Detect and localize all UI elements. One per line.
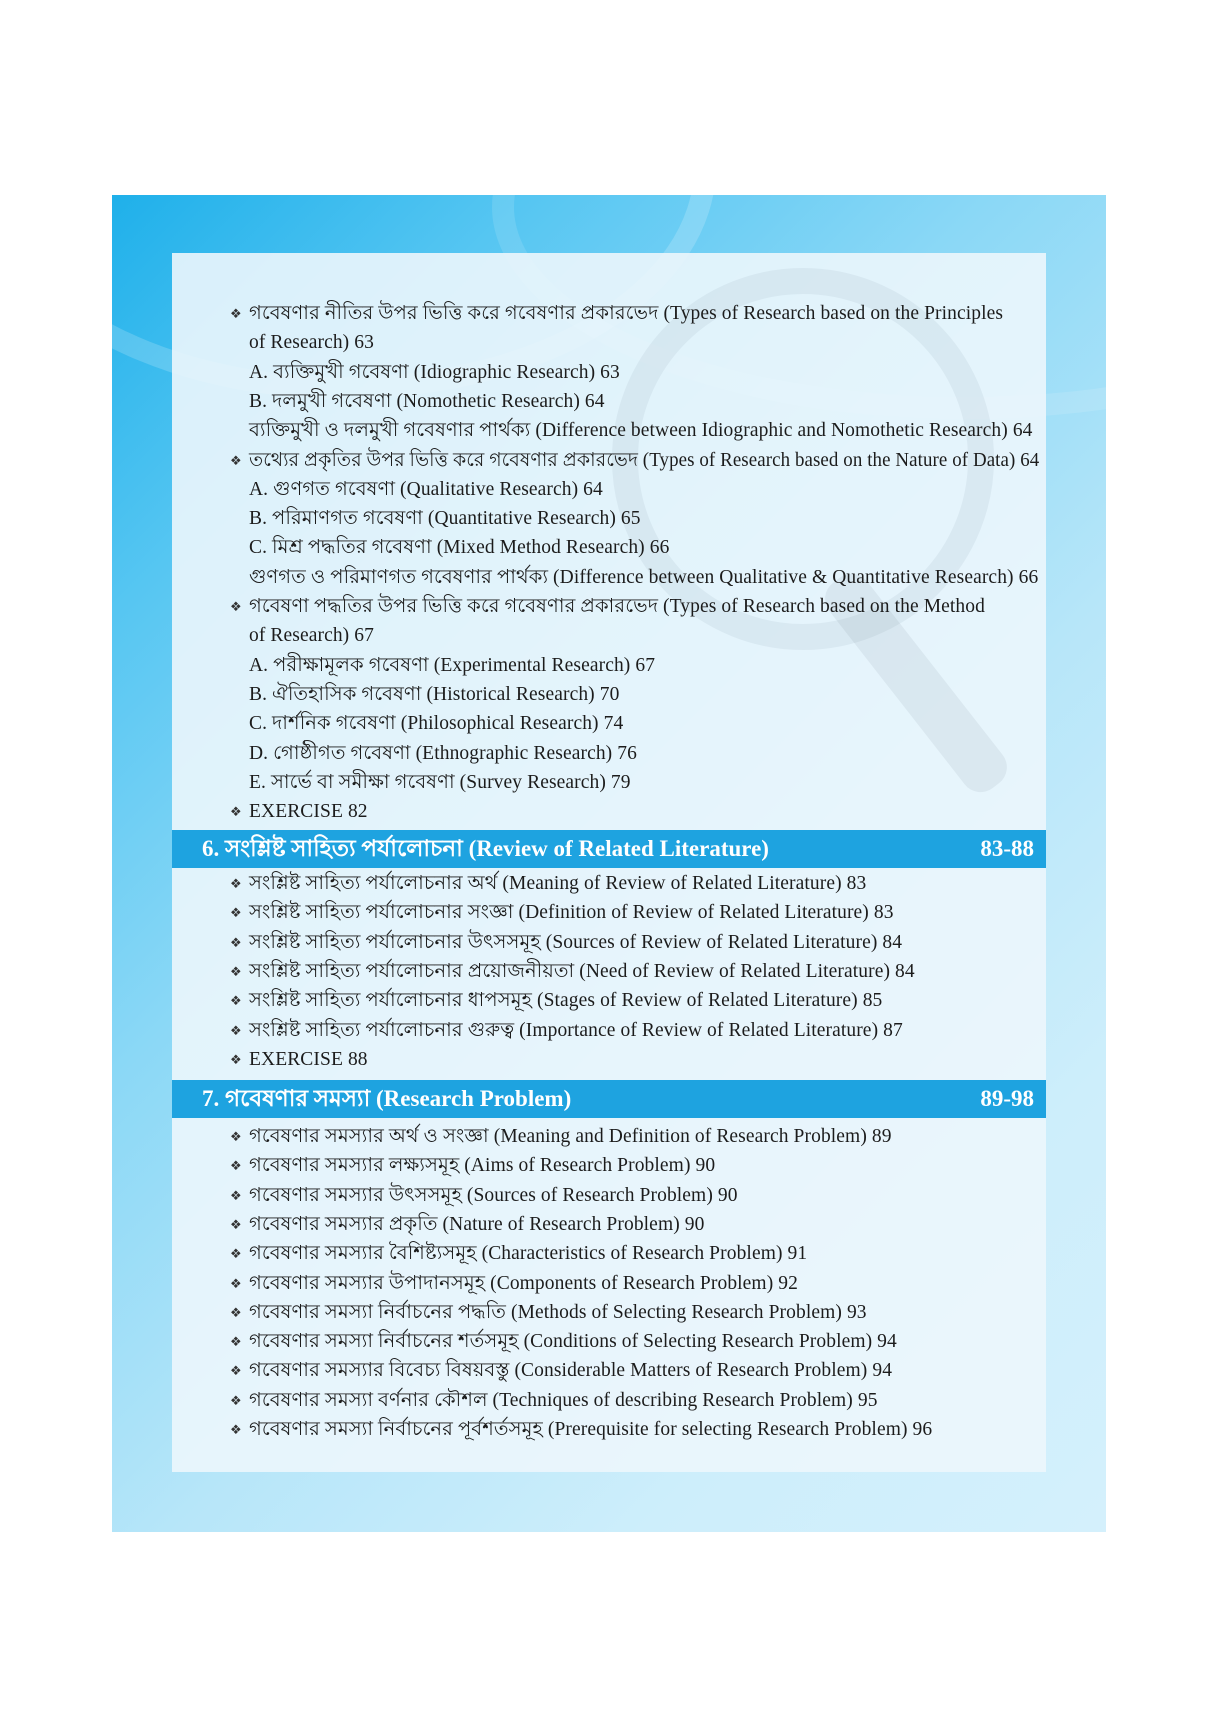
bullet-icon: ❖ bbox=[230, 905, 242, 921]
toc-entry[interactable]: তথ্যের প্রকৃতির উপর ভিত্তি করে গবেষণার প্রকারভেদ (Types of Research based on the Nature of Data) 64 bbox=[249, 449, 1040, 471]
chapter-header-6[interactable] bbox=[172, 830, 1046, 868]
bullet-icon: ❖ bbox=[230, 306, 242, 321]
toc-entry[interactable]: A. গুণগত গবেষণা (Qualitative Research) 64 bbox=[249, 478, 603, 500]
toc-entry[interactable]: গবেষণার সমস্যার বৈশিষ্ট্যসমূহ (Characteristics of Research Problem) 91 bbox=[249, 1243, 808, 1265]
toc-entry[interactable]: গবেষণার সমস্যা নির্বাচনের পূর্বশর্তসমূহ (Prerequisite for selecting Research Problem) 96 bbox=[249, 1419, 933, 1440]
toc-entry[interactable]: A. ব্যক্তিমুখী গবেষণা (Idiographic Research) 63 bbox=[249, 361, 620, 383]
toc-entry[interactable]: গবেষণার সমস্যার প্রকৃতি (Nature of Research Problem) 90 bbox=[249, 1213, 705, 1235]
toc-entry[interactable]: EXERCISE 88 bbox=[249, 1048, 368, 1070]
toc-entry[interactable]: গবেষণার নীতির উপর ভিত্তি করে গবেষণার প্রকারভেদ (Types of Research based on the Principles bbox=[249, 303, 1004, 324]
bullet-icon: ❖ bbox=[230, 963, 242, 979]
chapter-page-range: 83-88 bbox=[980, 836, 1034, 861]
bullet-icon: ❖ bbox=[230, 876, 242, 891]
chapter-title: 7. গবেষণার সমস্যা (Research Problem) bbox=[202, 1086, 572, 1111]
toc-entry[interactable]: B. পরিমাণগত গবেষণা (Quantitative Research) 65 bbox=[249, 508, 641, 530]
toc-entry[interactable]: গবেষণার সমস্যার উৎসসমূহ (Sources of Research Problem) 90 bbox=[249, 1184, 738, 1206]
bullet-icon: ❖ bbox=[230, 1022, 242, 1038]
toc-entry[interactable]: EXERCISE 82 bbox=[249, 801, 368, 823]
toc-entry[interactable]: গবেষণার সমস্যার অর্থ ও সংজ্ঞা (Meaning and Definition of Research Problem) 89 bbox=[249, 1126, 892, 1147]
chapter-page-range: 89-98 bbox=[980, 1086, 1034, 1111]
toc-entry[interactable]: সংশ্লিষ্ট সাহিত্য পর্যালোচনার ধাপসমূহ (Stages of Review of Related Literature) 85 bbox=[249, 990, 883, 1012]
bullet-icon: ❖ bbox=[230, 1158, 242, 1174]
toc-entry[interactable]: B. ঐতিহাসিক গবেষণা (Historical Research) 70 bbox=[249, 683, 620, 705]
toc-entry[interactable]: গবেষণার সমস্যার লক্ষ্যসমূহ (Aims of Research Problem) 90 bbox=[249, 1155, 716, 1177]
bullet-icon: ❖ bbox=[230, 1363, 242, 1379]
toc-entry[interactable]: B. দলমুখী গবেষণা (Nomothetic Research) 64 bbox=[249, 390, 605, 412]
bullet-icon: ❖ bbox=[230, 993, 242, 1009]
toc-entry[interactable]: গবেষণার সমস্যার উপাদানসমূহ (Components of Research Problem) 92 bbox=[249, 1272, 798, 1294]
bullet-icon: ❖ bbox=[230, 1129, 242, 1144]
toc-entry[interactable]: of Research) 63 bbox=[249, 332, 374, 354]
bullet-icon: ❖ bbox=[230, 1275, 242, 1291]
bullet-icon: ❖ bbox=[230, 1246, 242, 1262]
bullet-icon: ❖ bbox=[230, 934, 242, 950]
bullet-icon: ❖ bbox=[230, 1216, 242, 1232]
toc-entry[interactable]: গবেষণা পদ্ধতির উপর ভিত্তি করে গবেষণার প্রকারভেদ (Types of Research based on the Method bbox=[249, 596, 985, 617]
toc-entry[interactable]: সংশ্লিষ্ট সাহিত্য পর্যালোচনার সংজ্ঞা (Definition of Review of Related Literature) 83 bbox=[249, 902, 894, 924]
bullet-icon: ❖ bbox=[230, 1422, 242, 1437]
toc-entry[interactable]: C. মিশ্র পদ্ধতির গবেষণা (Mixed Method Research) 66 bbox=[249, 537, 670, 559]
bullet-icon: ❖ bbox=[230, 452, 242, 468]
toc-entry[interactable]: সংশ্লিষ্ট সাহিত্য পর্যালোচনার অর্থ (Meaning of Review of Related Literature) 83 bbox=[249, 873, 867, 894]
toc-entry[interactable]: গবেষণার সমস্যার বিবেচ্য বিষয়বস্তু (Considerable Matters of Research Problem) 94 bbox=[249, 1360, 893, 1382]
bullet-icon: ❖ bbox=[230, 1392, 242, 1408]
toc-entry[interactable]: গবেষণার সমস্যা নির্বাচনের পদ্ধতি (Methods of Selecting Research Problem) 93 bbox=[249, 1301, 867, 1323]
toc-entry[interactable]: সংশ্লিষ্ট সাহিত্য পর্যালোচনার গুরুত্ব (Importance of Review of Related Literature) 87 bbox=[249, 1019, 903, 1041]
bullet-icon: ❖ bbox=[230, 804, 242, 820]
toc-entry[interactable]: গুণগত ও পরিমাণগত গবেষণার পার্থক্য (Difference between Qualitative & Quantitative Research) 66 bbox=[249, 566, 1039, 588]
toc-entry[interactable]: গবেষণার সমস্যা নির্বাচনের শর্তসমূহ (Conditions of Selecting Research Problem) 94 bbox=[249, 1331, 897, 1353]
toc-entry[interactable]: সংশ্লিষ্ট সাহিত্য পর্যালোচনার প্রয়োজনীয়তা (Need of Review of Related Literature) 84 bbox=[249, 960, 915, 982]
bullet-icon: ❖ bbox=[230, 599, 242, 614]
bullet-icon: ❖ bbox=[230, 1304, 242, 1320]
chapter-header-7[interactable] bbox=[172, 1080, 1046, 1118]
toc-entry[interactable]: D. গোষ্ঠীগত গবেষণা (Ethnographic Research) 76 bbox=[249, 742, 637, 764]
bullet-icon: ❖ bbox=[230, 1334, 242, 1350]
toc-entry[interactable]: সংশ্লিষ্ট সাহিত্য পর্যালোচনার উৎসসমূহ (Sources of Review of Related Literature) 84 bbox=[249, 931, 903, 953]
bullet-icon: ❖ bbox=[230, 1187, 242, 1203]
toc-entry[interactable]: C. দার্শনিক গবেষণা (Philosophical Research) 74 bbox=[249, 713, 624, 735]
toc-entry[interactable]: E. সার্ভে বা সমীক্ষা গবেষণা (Survey Research) 79 bbox=[249, 771, 631, 793]
bullet-icon: ❖ bbox=[230, 1051, 242, 1067]
toc-entry[interactable]: গবেষণার সমস্যা বর্ণনার কৌশল (Techniques of describing Research Problem) 95 bbox=[249, 1389, 878, 1411]
toc-entry[interactable]: ব্যক্তিমুখী ও দলমুখী গবেষণার পার্থক্য (Difference between Idiographic and Nomothetic Research) 64 bbox=[249, 420, 1033, 442]
toc-entry[interactable]: of Research) 67 bbox=[249, 625, 374, 647]
toc-entry[interactable]: A. পরীক্ষামূলক গবেষণা (Experimental Research) 67 bbox=[249, 654, 656, 676]
chapter-title: 6. সংশ্লিষ্ট সাহিত্য পর্যালোচনা (Review of Related Literature) bbox=[202, 836, 769, 861]
